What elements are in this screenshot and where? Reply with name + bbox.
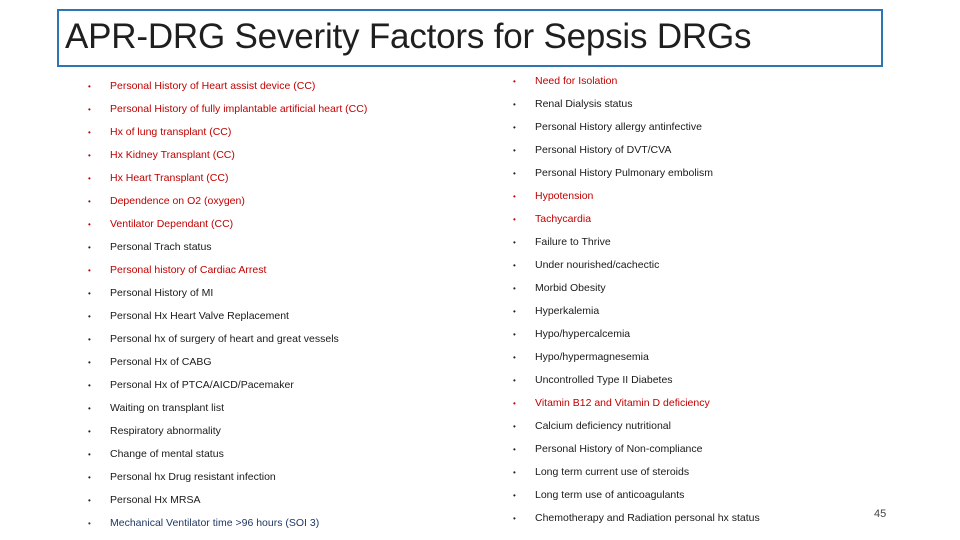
list-item-text: Change of mental status xyxy=(110,448,224,460)
list-item-text: Tachycardia xyxy=(535,213,592,225)
bullet-icon: • xyxy=(88,335,91,344)
bullet-icon: • xyxy=(88,358,91,367)
list-item-text: Under nourished/cachectic xyxy=(535,259,660,271)
bullet-icon: • xyxy=(513,169,516,178)
list-item-text: Dependence on O2 (oxygen) xyxy=(110,195,245,207)
bullet-icon: • xyxy=(513,284,516,293)
bullet-icon: • xyxy=(513,514,516,523)
list-item-text: Personal history of Cardiac Arrest xyxy=(110,264,267,276)
list-item-text: Uncontrolled Type II Diabetes xyxy=(535,374,673,386)
list-item-text: Personal History of Non-compliance xyxy=(535,443,703,455)
bullet-icon: • xyxy=(513,100,516,109)
list-item-text: Vitamin B12 and Vitamin D deficiency xyxy=(535,397,710,409)
bullet-icon: • xyxy=(513,491,516,500)
list-item-text: Chemotherapy and Radiation personal hx status xyxy=(535,512,760,524)
list-item-text: Ventilator Dependant (CC) xyxy=(110,218,234,230)
bullet-icon: • xyxy=(88,381,91,390)
bullet-icon: • xyxy=(513,353,516,362)
list-item-text: Hx of lung transplant (CC) xyxy=(110,126,232,138)
list-item-text: Waiting on transplant list xyxy=(110,402,224,414)
list-item-text: Morbid Obesity xyxy=(535,282,606,294)
list-item-text: Personal History of fully implantable artificial heart (CC) xyxy=(110,103,368,115)
bullet-icon: • xyxy=(88,220,91,229)
list-item-text: Hypotension xyxy=(535,190,594,202)
bullet-icon: • xyxy=(88,105,91,114)
list-item-text: Personal History allergy antinfective xyxy=(535,121,702,133)
list-item-text: Hyperkalemia xyxy=(535,305,600,317)
bullet-icon: • xyxy=(513,146,516,155)
bullet-icon: • xyxy=(88,496,91,505)
bullet-icon: • xyxy=(513,192,516,201)
list-item-text: Personal hx of surgery of heart and great vessels xyxy=(110,333,339,345)
bullet-icon: • xyxy=(88,404,91,413)
list-item-text: Personal Hx MRSA xyxy=(110,494,201,506)
bullet-icon: • xyxy=(88,243,91,252)
list-item-text: Personal History of DVT/CVA xyxy=(535,144,672,156)
bullet-icon: • xyxy=(88,174,91,183)
bullet-icon: • xyxy=(513,422,516,431)
title-box xyxy=(57,9,883,67)
bullet-icon: • xyxy=(513,215,516,224)
list-item-text: Personal Hx of CABG xyxy=(110,356,212,368)
list-item-text: Long term use of anticoagulants xyxy=(535,489,685,501)
list-item-text: Calcium deficiency nutritional xyxy=(535,420,671,432)
list-item-text: Hx Heart Transplant (CC) xyxy=(110,172,229,184)
bullet-icon: • xyxy=(513,77,516,86)
list-item-text: Long term current use of steroids xyxy=(535,466,690,478)
bullet-icon: • xyxy=(513,307,516,316)
list-item-text: Hypo/hypermagnesemia xyxy=(535,351,649,363)
bullet-icon: • xyxy=(513,445,516,454)
bullet-icon: • xyxy=(513,238,516,247)
bullet-icon: • xyxy=(88,82,91,91)
list-item-text: Respiratory abnormality xyxy=(110,425,221,437)
bullet-icon: • xyxy=(88,128,91,137)
bullet-icon: • xyxy=(88,312,91,321)
bullet-icon: • xyxy=(88,427,91,436)
bullet-icon: • xyxy=(88,151,91,160)
bullet-icon: • xyxy=(513,468,516,477)
list-item-text: Personal hx Drug resistant infection xyxy=(110,471,276,483)
list-item-text: Personal Hx of PTCA/AICD/Pacemaker xyxy=(110,379,294,391)
list-item-text: Need for Isolation xyxy=(535,75,618,87)
bullet-icon: • xyxy=(88,473,91,482)
bullet-icon: • xyxy=(513,330,516,339)
bullet-icon: • xyxy=(513,376,516,385)
list-item-text: Personal History of MI xyxy=(110,287,214,299)
bullet-icon: • xyxy=(513,123,516,132)
bullet-icon: • xyxy=(88,266,91,275)
list-item-text: Personal History Pulmonary embolism xyxy=(535,167,713,179)
list-item-text: Personal Trach status xyxy=(110,241,212,253)
bullet-icon: • xyxy=(88,197,91,206)
list-item-text: Hx Kidney Transplant (CC) xyxy=(110,149,235,161)
slide-title: APR-DRG Severity Factors for Sepsis DRGs xyxy=(65,17,752,56)
page-number: 45 xyxy=(874,508,887,520)
list-item-text: Failure to Thrive xyxy=(535,236,611,248)
bullet-icon: • xyxy=(513,261,516,270)
list-item-text: Hypo/hypercalcemia xyxy=(535,328,631,340)
list-item-text: Personal Hx Heart Valve Replacement xyxy=(110,310,289,322)
bullet-icon: • xyxy=(88,519,91,528)
bullet-icon: • xyxy=(88,289,91,298)
list-item-text: Personal History of Heart assist device (CC) xyxy=(110,80,316,92)
bullet-icon: • xyxy=(513,399,516,408)
bullet-icon: • xyxy=(88,450,91,459)
list-item-text: Mechanical Ventilator time >96 hours (SOI 3) xyxy=(110,517,320,529)
list-item-text: Renal Dialysis status xyxy=(535,98,633,110)
